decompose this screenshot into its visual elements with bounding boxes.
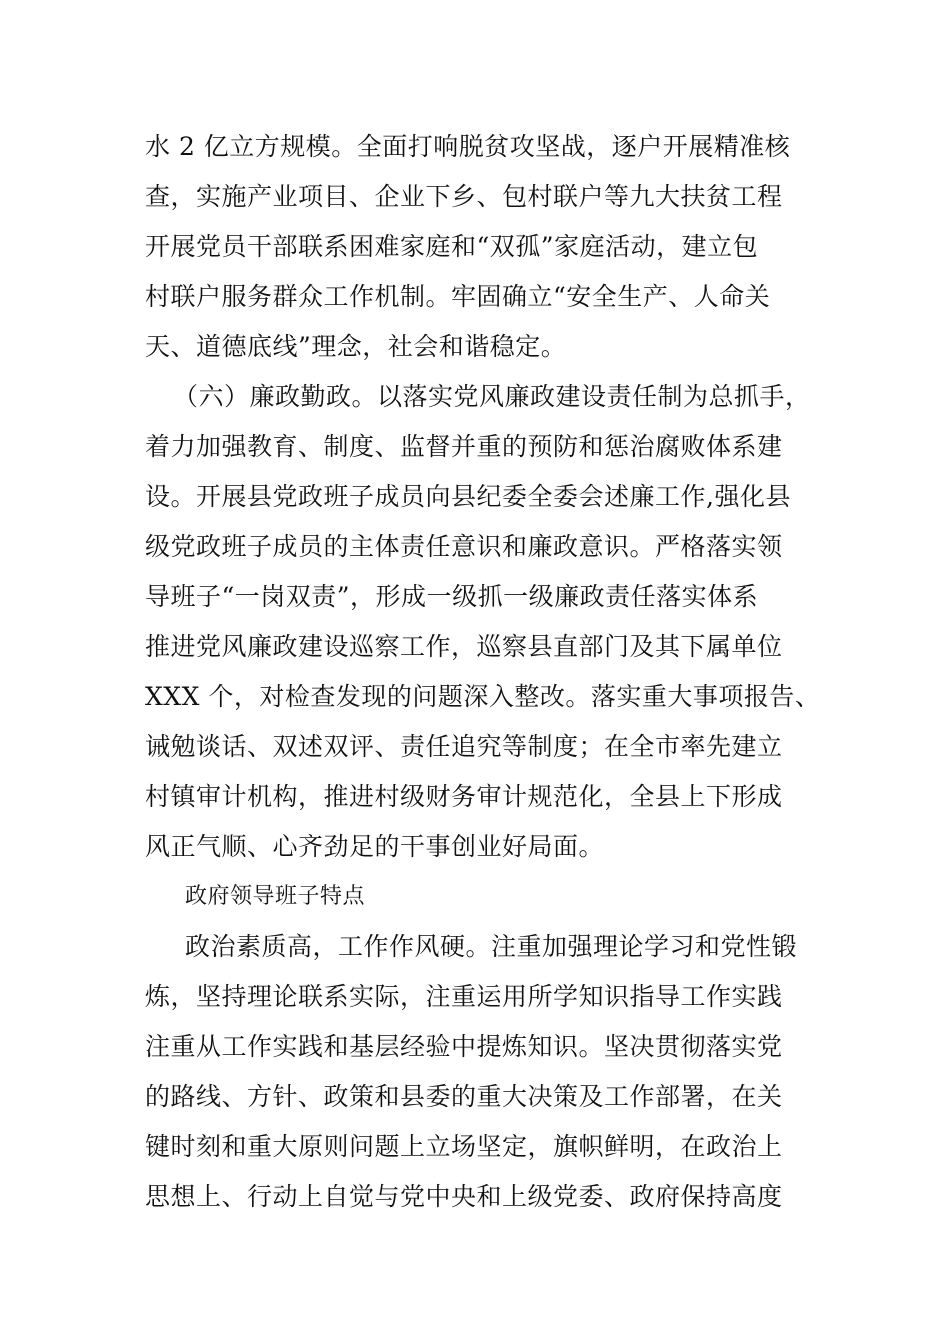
- text-line: 炼，坚持理论联系实际，注重运用所学知识指导工作实践: [145, 982, 783, 1011]
- text-line: 水 2 亿立方规模。全面打响脱贫攻坚战，逐户开展精准核: [145, 132, 791, 161]
- section-heading: 政府领导班子特点: [185, 884, 366, 909]
- text-line: 风正气顺、心齐劲足的干事创业好局面。: [145, 832, 605, 861]
- text-line: 键时刻和重大原则问题上立场坚定，旗帜鲜明，在政治上: [145, 1132, 783, 1161]
- text-line: 级党政班子成员的主体责任意识和廉政意识。严格落实领: [145, 532, 783, 561]
- text-line: 天、道德底线”理念，社会和谐稳定。: [145, 332, 567, 361]
- text-line: 着力加强教育、制度、监督并重的预防和惩治腐败体系建: [145, 432, 783, 461]
- text-line: 的路线、方针、政策和县委的重大决策及工作部署，在关: [145, 1082, 783, 1111]
- paragraph-first-line: 政治素质高，工作作风硬。注重加强理论学习和党性锻: [185, 932, 798, 961]
- section-six-first-line: （六）廉政勤政。以落实党风廉政建设责任制为总抓手，: [173, 382, 811, 411]
- text-line: 导班子“一岗双责”，形成一级抓一级廉政责任落实体系: [145, 582, 759, 611]
- text-line: 诫勉谈话、双述双评、责任追究等制度；在全市率先建立: [145, 732, 783, 761]
- document-body: [145, 122, 845, 1222]
- text-line: XXX 个，对检查发现的问题深入整改。落实重大事项报告、: [145, 682, 821, 711]
- text-line: 注重从工作实践和基层经验中提炼知识。坚决贯彻落实党: [145, 1032, 783, 1061]
- text-line: 设。开展县党政班子成员向县纪委全委会述廉工作,强化县: [145, 482, 791, 511]
- text-line: 开展党员干部联系困难家庭和“双孤”家庭活动，建立包: [145, 232, 759, 261]
- text-line: 思想上、行动上自觉与党中央和上级党委、政府保持高度: [145, 1182, 783, 1211]
- text-line: 推进党风廉政建设巡察工作，巡察县直部门及其下属单位: [145, 632, 783, 661]
- text-line: 查，实施产业项目、企业下乡、包村联户等九大扶贫工程: [145, 182, 783, 211]
- text-line: 村联户服务群众工作机制。牢固确立“安全生产、人命关: [145, 282, 771, 311]
- text-line: 村镇审计机构，推进村级财务审计规范化，全县上下形成: [145, 782, 783, 811]
